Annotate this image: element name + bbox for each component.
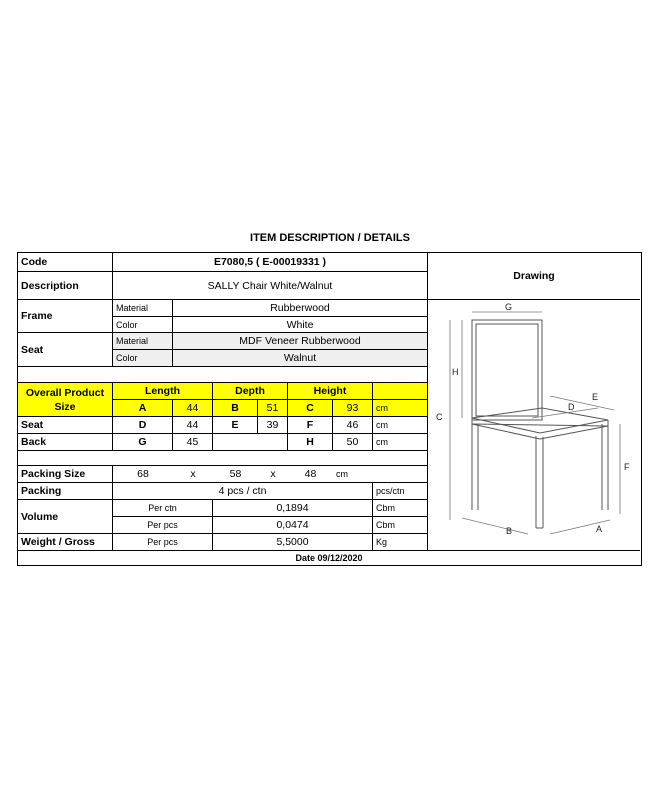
seat-color-value: Walnut: [173, 350, 428, 367]
weight-unit: Kg: [373, 534, 428, 551]
height-header: Height: [288, 383, 373, 400]
unit-header-blank: [373, 383, 428, 400]
spacer-row: [18, 367, 428, 383]
drawing-label-g: G: [505, 302, 513, 312]
g-label: G: [113, 434, 173, 451]
length-header: Length: [113, 383, 213, 400]
seat-color-label: Color: [113, 350, 173, 367]
a-label: A: [113, 400, 173, 417]
details-table: [17, 252, 642, 566]
drawing-title: Drawing: [428, 253, 640, 300]
g-value: 45: [173, 434, 213, 451]
spacer-row-2: [18, 451, 428, 466]
dim-b-line: [462, 518, 528, 534]
packing-size-length: 68: [113, 466, 173, 483]
date: Date 09/12/2020: [295, 553, 363, 563]
volume-per-ctn-value: 0,1894: [213, 500, 373, 517]
packing-value: 4 pcs / ctn: [113, 483, 373, 500]
dim-e-line: [550, 396, 614, 410]
volume-per-pcs-label: Per pcs: [113, 517, 213, 534]
weight-label: Weight / Gross: [18, 534, 113, 551]
frame-material-label: Material: [113, 300, 173, 317]
drawing-label-f: F: [624, 462, 630, 472]
seat-material-label: Material: [113, 333, 173, 350]
h-label: H: [288, 434, 333, 451]
backrest-inner: [476, 324, 538, 416]
overall-unit: cm: [373, 400, 428, 417]
code-value: E7080,5 ( E-00019331 ): [113, 253, 428, 272]
chair-drawing-svg: [428, 300, 640, 551]
frame-color-value: White: [173, 317, 428, 333]
h-value: 50: [333, 434, 373, 451]
frame-material-value: Rubberwood: [173, 300, 428, 317]
drawing-label-a: A: [596, 524, 603, 534]
b-label: B: [213, 400, 258, 417]
description-value: SALLY Chair White/Walnut: [113, 272, 428, 300]
packing-size-x1: x: [173, 466, 213, 483]
frame-label: Frame: [18, 300, 113, 333]
volume-per-pcs-value: 0,0474: [213, 517, 373, 534]
drawing-label-e: E: [592, 392, 599, 402]
description-label: Description: [18, 272, 113, 300]
packing-size-x2: x: [258, 466, 288, 483]
document-title: ITEM DESCRIPTION / DETAILS: [250, 232, 410, 244]
frame-color-label: Color: [113, 317, 173, 333]
drawing-label-b: B: [506, 526, 513, 536]
a-value: 44: [173, 400, 213, 417]
d-value: 44: [173, 417, 213, 434]
volume-unit-2: Cbm: [373, 517, 428, 534]
e-label: E: [213, 417, 258, 434]
date-divider: [18, 550, 640, 551]
depth-header: Depth: [213, 383, 288, 400]
seat-edge: [472, 424, 608, 439]
f-label: F: [288, 417, 333, 434]
packing-size-unit: cm: [333, 466, 373, 483]
d-label: D: [113, 417, 173, 434]
c-value: 93: [333, 400, 373, 417]
f-value: 46: [333, 417, 373, 434]
packing-label: Packing: [18, 483, 113, 500]
volume-label: Volume: [18, 500, 113, 534]
backrest-shape: [472, 320, 542, 420]
overall-size-text: Overall Product Size: [25, 386, 105, 413]
seat-label: Seat: [18, 333, 113, 367]
drawing-label-d: D: [568, 402, 575, 412]
packing-size-label: Packing Size: [18, 466, 113, 483]
overall-size-label: [18, 383, 113, 417]
seat-material-value: MDF Veneer Rubberwood: [173, 333, 428, 350]
volume-per-ctn-label: Per ctn: [113, 500, 213, 517]
drawing-label-h: H: [452, 367, 459, 377]
back-dims-label: Back: [18, 434, 113, 451]
weight-per-pcs-label: Per pcs: [113, 534, 213, 551]
c-label: C: [288, 400, 333, 417]
back-dims-unit: cm: [373, 434, 428, 451]
back-blank: [213, 434, 288, 451]
drawing-label-c: C: [436, 412, 443, 422]
seat-dims-label: Seat: [18, 417, 113, 434]
e-value: 39: [258, 417, 288, 434]
packing-size-blank: [373, 466, 428, 483]
volume-unit-1: Cbm: [373, 500, 428, 517]
packing-unit: pcs/ctn: [373, 483, 428, 500]
packing-size-height: 48: [288, 466, 333, 483]
chair-drawing: [428, 300, 640, 551]
b-value: 51: [258, 400, 288, 417]
code-label: Code: [18, 253, 113, 272]
packing-size-width: 58: [213, 466, 258, 483]
seat-dims-unit: cm: [373, 417, 428, 434]
weight-value: 5,5000: [213, 534, 373, 551]
